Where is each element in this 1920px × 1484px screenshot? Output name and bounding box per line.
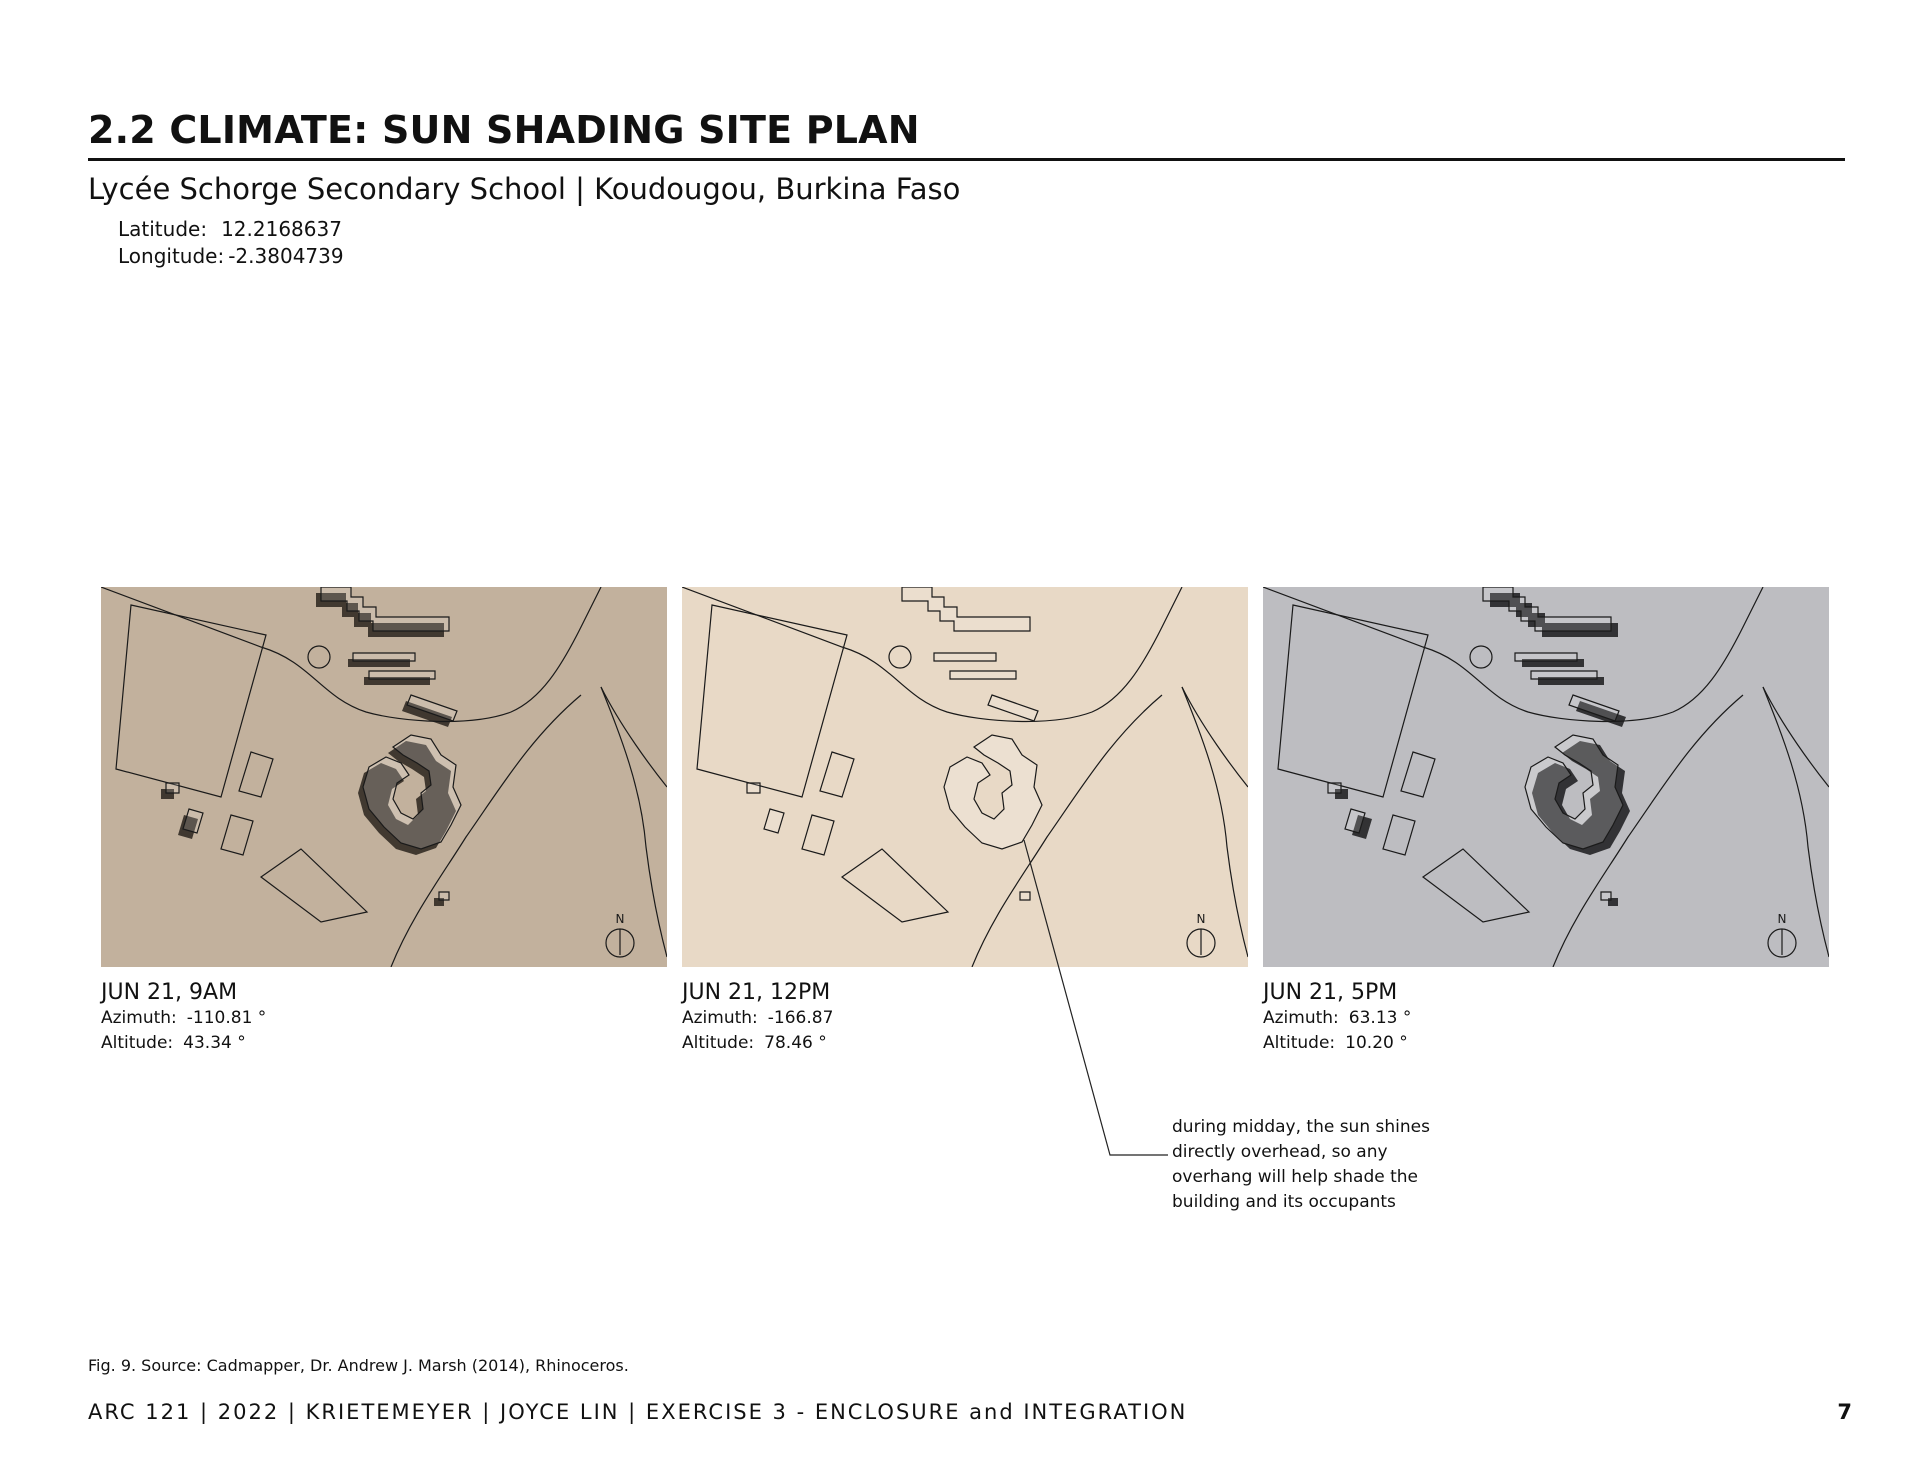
azimuth-line <box>1263 1006 1411 1031</box>
building-bar-b <box>950 671 1016 679</box>
road-far-east <box>601 687 667 957</box>
road-far-east <box>1182 687 1248 957</box>
small-building-a <box>747 783 760 793</box>
project-subtitle: Lycée Schorge Secondary School | Koudougou, Burkina Faso <box>88 172 961 206</box>
triangular-plot <box>842 849 948 922</box>
plot-b <box>802 815 834 855</box>
latitude-label: Latitude: <box>118 217 208 241</box>
site-plan-12pm <box>682 587 1248 967</box>
small-building-c <box>1020 892 1030 900</box>
title-rule <box>88 158 1845 161</box>
plot-a <box>1401 752 1435 797</box>
building-bar-b <box>369 671 435 679</box>
small-building-b <box>183 809 203 833</box>
ring-building <box>1525 735 1623 849</box>
ring-building <box>944 735 1042 849</box>
plot-a <box>820 752 854 797</box>
altitude-label: Altitude: <box>682 1033 755 1053</box>
site-plan-drawing-12pm <box>682 587 1248 967</box>
latitude-value: 12.2168637 <box>221 217 342 241</box>
caption-date: JUN 21, 12PM <box>682 980 831 1005</box>
midday-annotation: during midday, the sun shines directly overhead, so any overhang will help shade the building and its occupants <box>1172 1117 1430 1212</box>
north-building-block <box>902 587 1030 631</box>
building-bar-b <box>1531 671 1597 679</box>
caption-9am <box>101 980 266 1056</box>
site-plan-9am <box>101 587 667 967</box>
azimuth-label: Azimuth: <box>682 1008 758 1028</box>
altitude-value: 43.34 ° <box>183 1033 246 1053</box>
site-linework <box>1263 587 1829 967</box>
water-tank <box>308 646 330 668</box>
azimuth-label: Azimuth: <box>1263 1008 1339 1028</box>
road-east <box>1763 687 1829 787</box>
page-number: 7 <box>1837 1400 1852 1424</box>
sports-field <box>116 605 266 797</box>
road-east <box>1182 687 1248 787</box>
north-arrow-icon <box>1187 929 1215 957</box>
plot-b <box>1383 815 1415 855</box>
north-label: N <box>1196 912 1206 926</box>
figure-caption: Fig. 9. Source: Cadmapper, Dr. Andrew J. Marsh (2014), Rhinoceros. <box>88 1356 629 1375</box>
altitude-label: Altitude: <box>1263 1033 1336 1053</box>
plot-a <box>239 752 273 797</box>
altitude-line <box>1263 1031 1411 1056</box>
triangular-plot <box>1423 849 1529 922</box>
caption-5pm <box>1263 980 1411 1056</box>
road-far-east <box>1763 687 1829 957</box>
north-label: N <box>1777 912 1787 926</box>
azimuth-value: -166.87 <box>767 1008 834 1028</box>
longitude-label: Longitude: <box>118 244 225 268</box>
course-footer: ARC 121 | 2022 | KRIETEMEYER | JOYCE LIN | EXERCISE 3 - ENCLOSURE and INTEGRATION <box>88 1400 1188 1424</box>
plot-b <box>221 815 253 855</box>
site-plan-drawing-5pm <box>1263 587 1829 967</box>
north-building-block <box>1483 587 1611 631</box>
sports-field <box>1278 605 1428 797</box>
azimuth-label: Azimuth: <box>101 1008 177 1028</box>
building-bar-a <box>1515 653 1577 661</box>
altitude-line <box>101 1031 266 1056</box>
site-linework <box>101 587 667 967</box>
building-bar-a <box>934 653 996 661</box>
triangular-plot <box>261 849 367 922</box>
small-building-c <box>1601 892 1611 900</box>
small-building-a <box>1328 783 1341 793</box>
altitude-line <box>682 1031 833 1056</box>
water-tank <box>1470 646 1492 668</box>
north-arrow-icon <box>606 929 634 957</box>
azimuth-line <box>682 1006 833 1031</box>
small-building-b <box>764 809 784 833</box>
altitude-label: Altitude: <box>101 1033 174 1053</box>
altitude-value: 10.20 ° <box>1345 1033 1408 1053</box>
site-plan-drawing-9am <box>101 587 667 967</box>
ring-building <box>363 735 461 849</box>
north-arrow-icon <box>1768 929 1796 957</box>
caption-date: JUN 21, 5PM <box>1263 980 1398 1005</box>
building-bar-c <box>988 695 1038 721</box>
north-building-block <box>321 587 449 631</box>
small-building-c <box>439 892 449 900</box>
water-tank <box>889 646 911 668</box>
azimuth-value: 63.13 ° <box>1348 1008 1412 1028</box>
caption-date: JUN 21, 9AM <box>101 980 238 1005</box>
altitude-value: 78.46 ° <box>764 1033 827 1053</box>
page-title: 2.2 CLIMATE: SUN SHADING SITE PLAN <box>88 108 920 152</box>
sports-field <box>697 605 847 797</box>
site-plan-5pm <box>1263 587 1829 967</box>
small-building-a <box>166 783 179 793</box>
azimuth-value: -110.81 ° <box>186 1008 267 1028</box>
longitude-value: -2.3804739 <box>228 244 344 268</box>
building-bar-a <box>353 653 415 661</box>
longitude-line <box>118 244 344 268</box>
north-label: N <box>615 912 625 926</box>
latitude-line <box>118 217 342 241</box>
azimuth-line <box>101 1006 266 1031</box>
road-east <box>601 687 667 787</box>
caption-12pm <box>682 980 833 1056</box>
site-linework <box>682 587 1248 967</box>
